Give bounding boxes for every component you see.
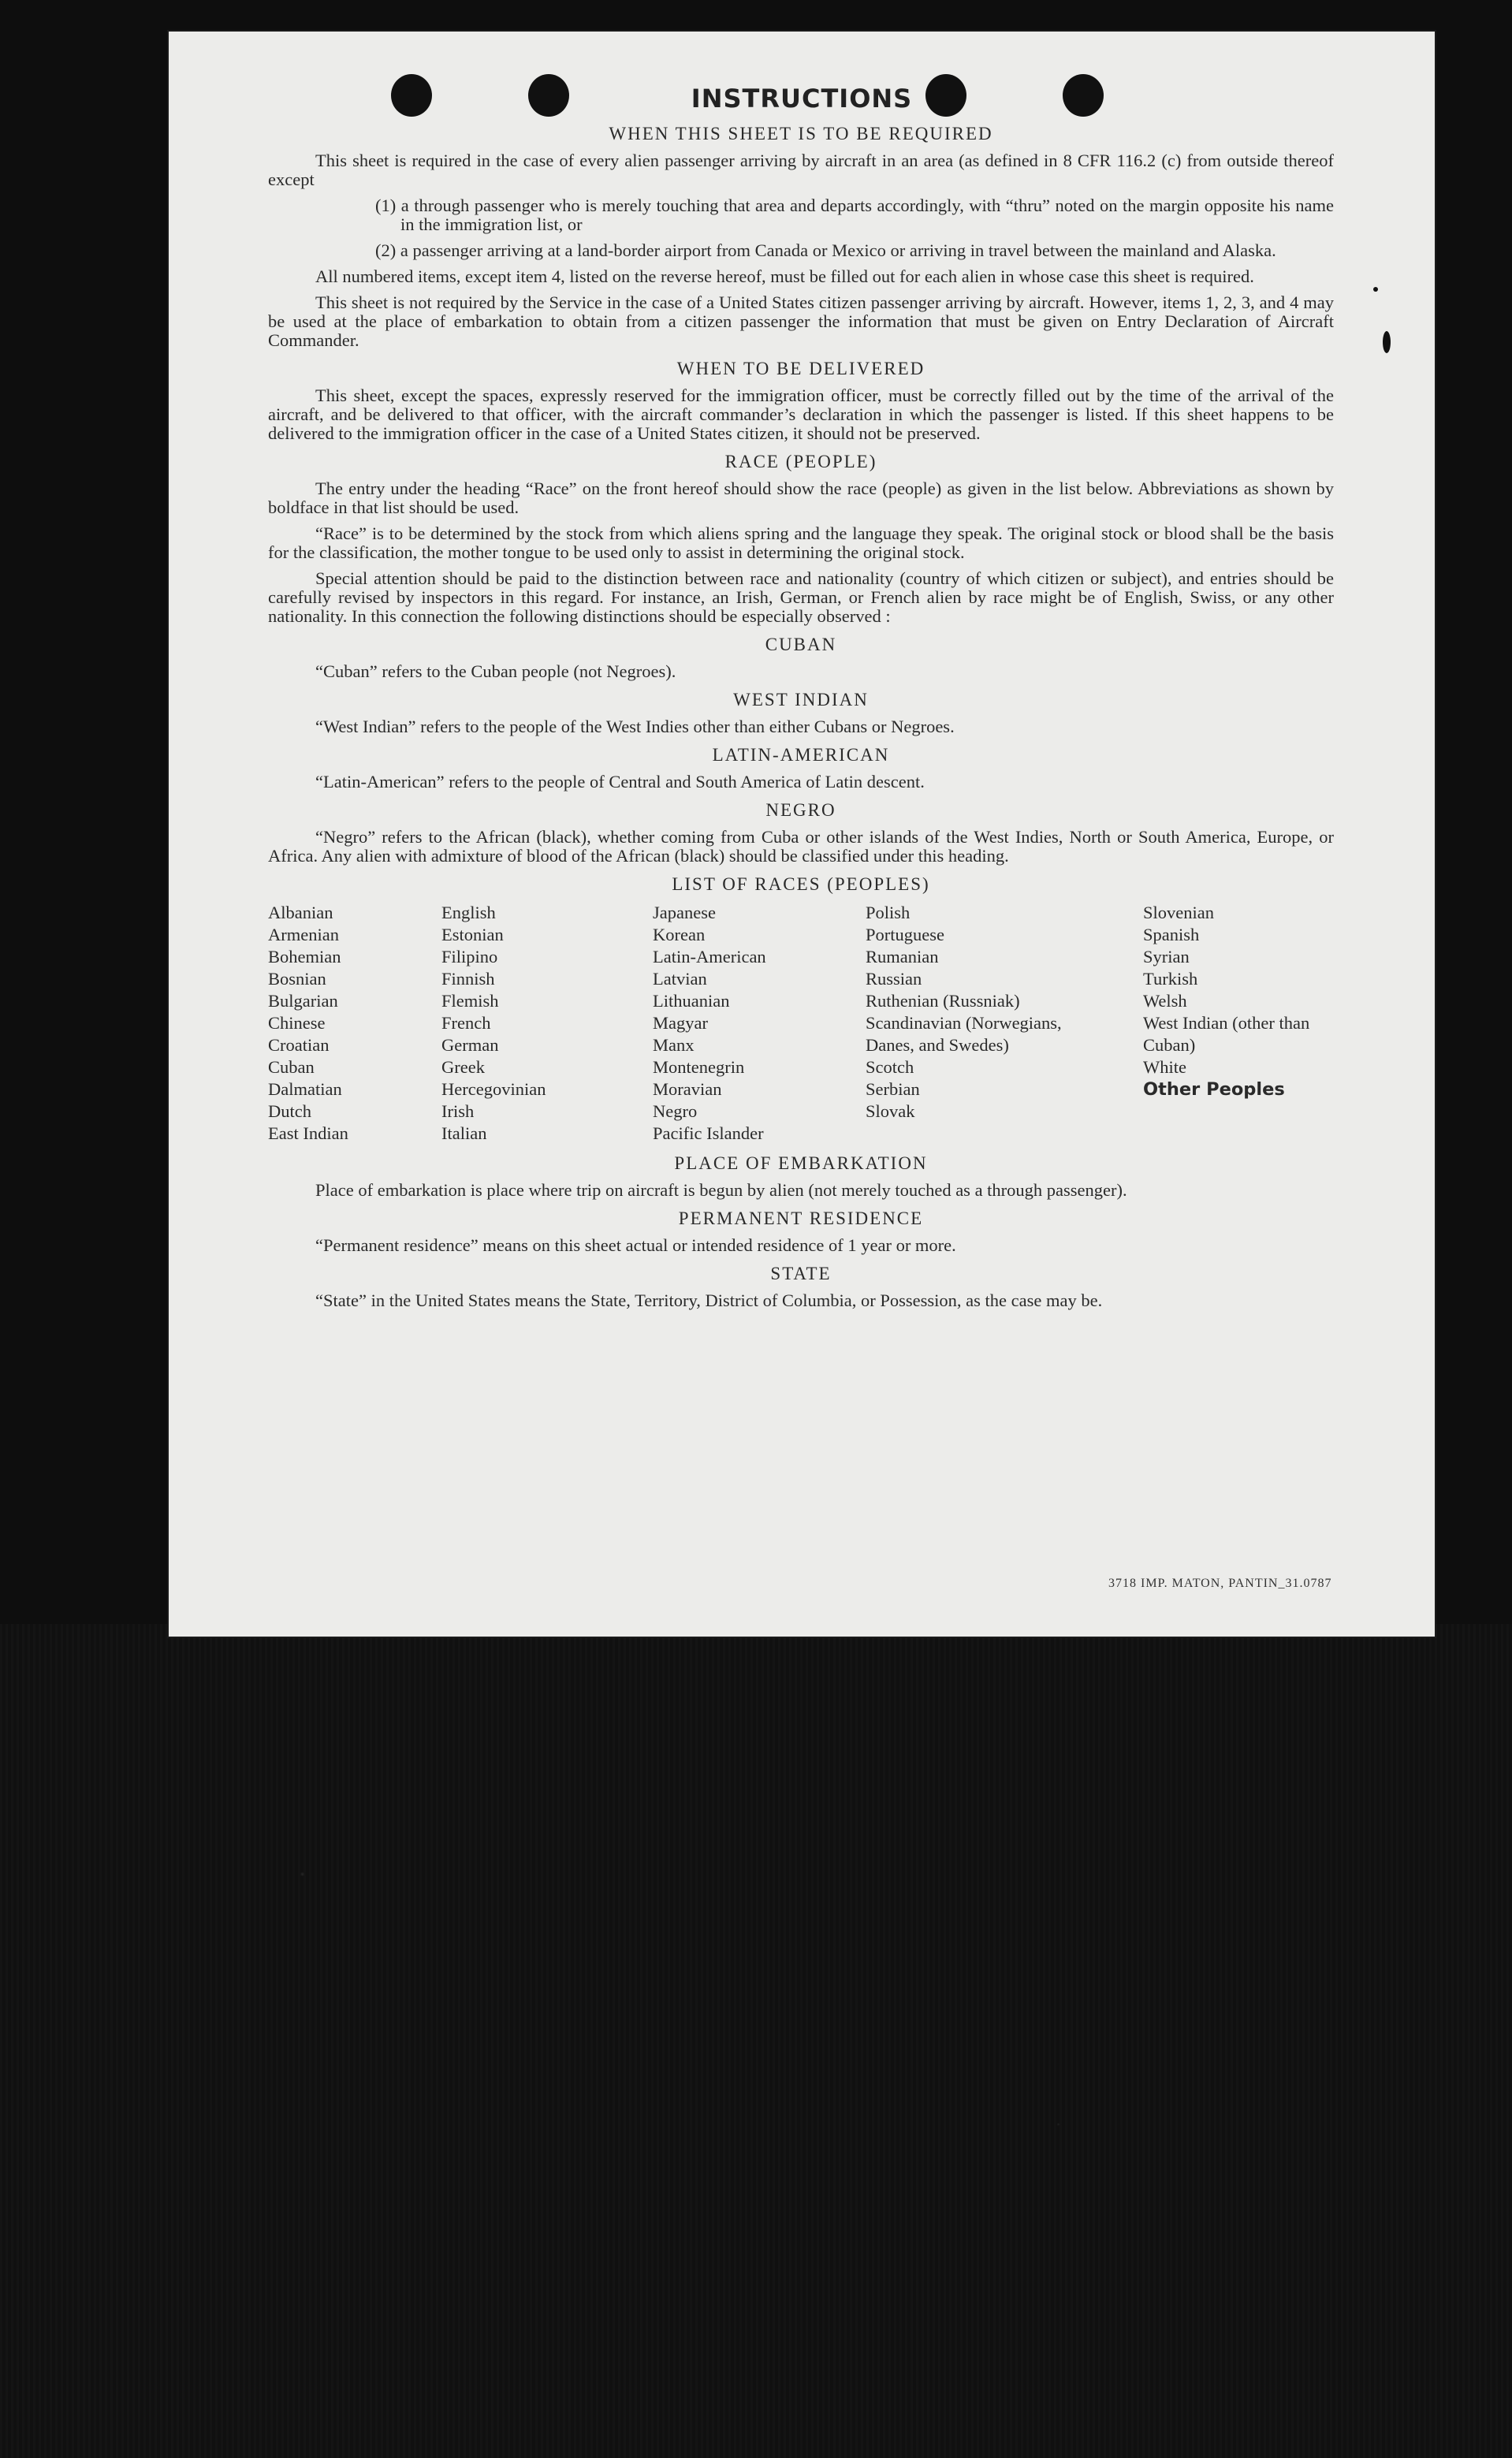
race-column-3 (653, 902, 866, 1145)
race-item: Polish (866, 903, 911, 922)
race-item: Serbian (866, 1079, 920, 1099)
heading-latin-american: LATIN-AMERICAN (712, 745, 890, 765)
race-item: German (441, 1035, 499, 1055)
race-item: Armenian (268, 925, 339, 944)
race-item: Negro (653, 1101, 698, 1121)
race-item: Turkish (1143, 969, 1198, 989)
race-item: Flemish (441, 991, 499, 1011)
race-item: Slovenian (1143, 903, 1214, 922)
instructions-body (268, 125, 1334, 1317)
race-item: Chinese (268, 1013, 326, 1033)
paragraph: “Permanent residence” means on this sheet actual or intended residence of 1 year or more. (315, 1235, 956, 1255)
race-item: Pacific Islander (653, 1123, 764, 1143)
race-item: Dalmatian (268, 1079, 342, 1099)
film-background (0, 1624, 1512, 2458)
race-column-4 (866, 902, 1143, 1145)
race-item: Manx (653, 1035, 695, 1055)
instruction-sheet (169, 32, 1435, 1637)
race-item: French (441, 1013, 491, 1033)
race-item: Bulgarian (268, 991, 338, 1011)
paragraph: This sheet is required in the case of every alien passenger arriving by aircraft in an area (as defined in 8 CFR 116.2 (c) from outside thereof except (268, 151, 1334, 189)
race-list (268, 902, 1334, 1145)
paragraph: “Race” is to be determined by the stock from which aliens spring and the language they speak. The original stock or blood shall be the basis for the classification, the mother tongue to be used only to assist in determining the original stock. (268, 523, 1334, 562)
race-item: Scotch (866, 1057, 914, 1077)
paragraph: Special attention should be paid to the distinction between race and nationality (country of which citizen or subject), and entries should be carefully revised by inspectors in this regard. For instance, an Irish, German, or French alien by race might be of English, Swiss, or any other nationality. In this connection the following distinctions should be especially observed : (268, 568, 1334, 626)
race-item: English (441, 903, 496, 922)
exception-item-2: (2) a passenger arriving at a land-border airport from Canada or Mexico or arriving in travel between the mainland and Alaska. (375, 240, 1276, 260)
printer-imprint: 3718 IMP. MATON, PANTIN_31.0787 (1108, 1577, 1332, 1590)
race-item: Hercegovinian (441, 1079, 546, 1099)
heading-place-of-embarkation: PLACE OF EMBARKATION (674, 1153, 928, 1173)
race-item: Estonian (441, 925, 504, 944)
paragraph: “State” in the United States means the State, Territory, District of Columbia, or Possession, as the case may be. (315, 1290, 1103, 1310)
race-item: Montenegrin (653, 1057, 745, 1077)
heading-negro: NEGRO (765, 800, 836, 820)
exception-item-1: (1) a through passenger who is merely touching that area and departs accordingly, with “thru” noted on the margin opposite his name in the immigration list, or (375, 196, 1334, 234)
race-item: Other Peoples (1143, 1079, 1285, 1100)
paragraph: This sheet is not required by the Service in the case of a United States citizen passenger arriving by aircraft. However, items 1, 2, 3, and 4 may be used at the place of embarkation to obtain from a citizen passenger the information that must be given on Entry Declaration of Aircraft Commander. (268, 292, 1334, 350)
race-item: Finnish (441, 969, 495, 989)
race-item: Slovak (866, 1101, 915, 1121)
heading-state: STATE (770, 1264, 832, 1283)
race-item: West Indian (other than Cuban) (1143, 1013, 1310, 1055)
race-item: Latin-American (653, 947, 766, 966)
paragraph: This sheet, except the spaces, expressly reserved for the immigration officer, must be correctly filled out by the time of the arrival of the aircraft, and be delivered to that officer, with the aircraft commander’s declaration in which the passenger is listed. If this sheet happens to be delivered to the immigration officer in the case of a United States citizen, it should not be preserved. (268, 385, 1334, 443)
ink-mark (1383, 331, 1391, 353)
race-item: Greek (441, 1057, 485, 1077)
race-item: Moravian (653, 1079, 722, 1099)
ink-mark (1373, 287, 1378, 292)
heading-when-required: WHEN THIS SHEET IS TO BE REQUIRED (609, 124, 993, 143)
race-column-1 (268, 902, 441, 1145)
race-item: Lithuanian (653, 991, 730, 1011)
race-item: Portuguese (866, 925, 944, 944)
page-title: INSTRUCTIONS (691, 84, 913, 114)
paragraph: The entry under the heading “Race” on the front hereof should show the race (people) as given in the list below. Abbreviations as shown by boldface in that list should be used. (268, 479, 1334, 517)
race-item: Japanese (653, 903, 716, 922)
race-item: Ruthenian (Russniak) (866, 991, 1020, 1011)
race-item: Welsh (1143, 991, 1187, 1011)
heading-west-indian: WEST INDIAN (733, 690, 869, 709)
heading-permanent-residence: PERMANENT RESIDENCE (678, 1209, 924, 1228)
race-item: Russian (866, 969, 922, 989)
race-item: Bohemian (268, 947, 341, 966)
race-item: Italian (441, 1123, 487, 1143)
paragraph: “Latin-American” refers to the people of Central and South America of Latin descent. (315, 772, 925, 791)
race-item: Filipino (441, 947, 498, 966)
race-item: Dutch (268, 1101, 311, 1121)
race-item: Latvian (653, 969, 707, 989)
paragraph: Place of embarkation is place where trip on aircraft is begun by alien (not merely touched as a through passenger). (315, 1180, 1127, 1200)
race-item: Croatian (268, 1035, 330, 1055)
race-item: Scandinavian (Norwegians, Danes, and Swedes) (866, 1013, 1062, 1055)
heading-cuban: CUBAN (765, 635, 837, 654)
race-column-2 (441, 902, 653, 1145)
race-item: Korean (653, 925, 706, 944)
race-item: Albanian (268, 903, 333, 922)
paragraph: “West Indian” refers to the people of the West Indies other than either Cubans or Negroes. (315, 717, 955, 736)
paragraph: All numbered items, except item 4, listed on the reverse hereof, must be filled out for each alien in whose case this sheet is required. (315, 266, 1254, 286)
race-item: Spanish (1143, 925, 1200, 944)
race-item: Magyar (653, 1013, 708, 1033)
race-item: White (1143, 1057, 1186, 1077)
race-column-5 (1143, 902, 1334, 1145)
paragraph: “Negro” refers to the African (black), whether coming from Cuba or other islands of the West Indies, North or South America, Europe, or Africa. Any alien with admixture of blood of the African (black) should be classified under this heading. (268, 827, 1334, 866)
heading-list-of-races: LIST OF RACES (PEOPLES) (672, 874, 930, 894)
heading-race: RACE (PEOPLE) (724, 452, 877, 471)
race-item: Bosnian (268, 969, 326, 989)
race-item: East Indian (268, 1123, 348, 1143)
race-item: Syrian (1143, 947, 1190, 966)
heading-when-delivered: WHEN TO BE DELIVERED (676, 359, 925, 378)
race-item: Rumanian (866, 947, 939, 966)
race-item: Irish (441, 1101, 475, 1121)
paragraph: “Cuban” refers to the Cuban people (not Negroes). (315, 661, 676, 681)
race-item: Cuban (268, 1057, 315, 1077)
